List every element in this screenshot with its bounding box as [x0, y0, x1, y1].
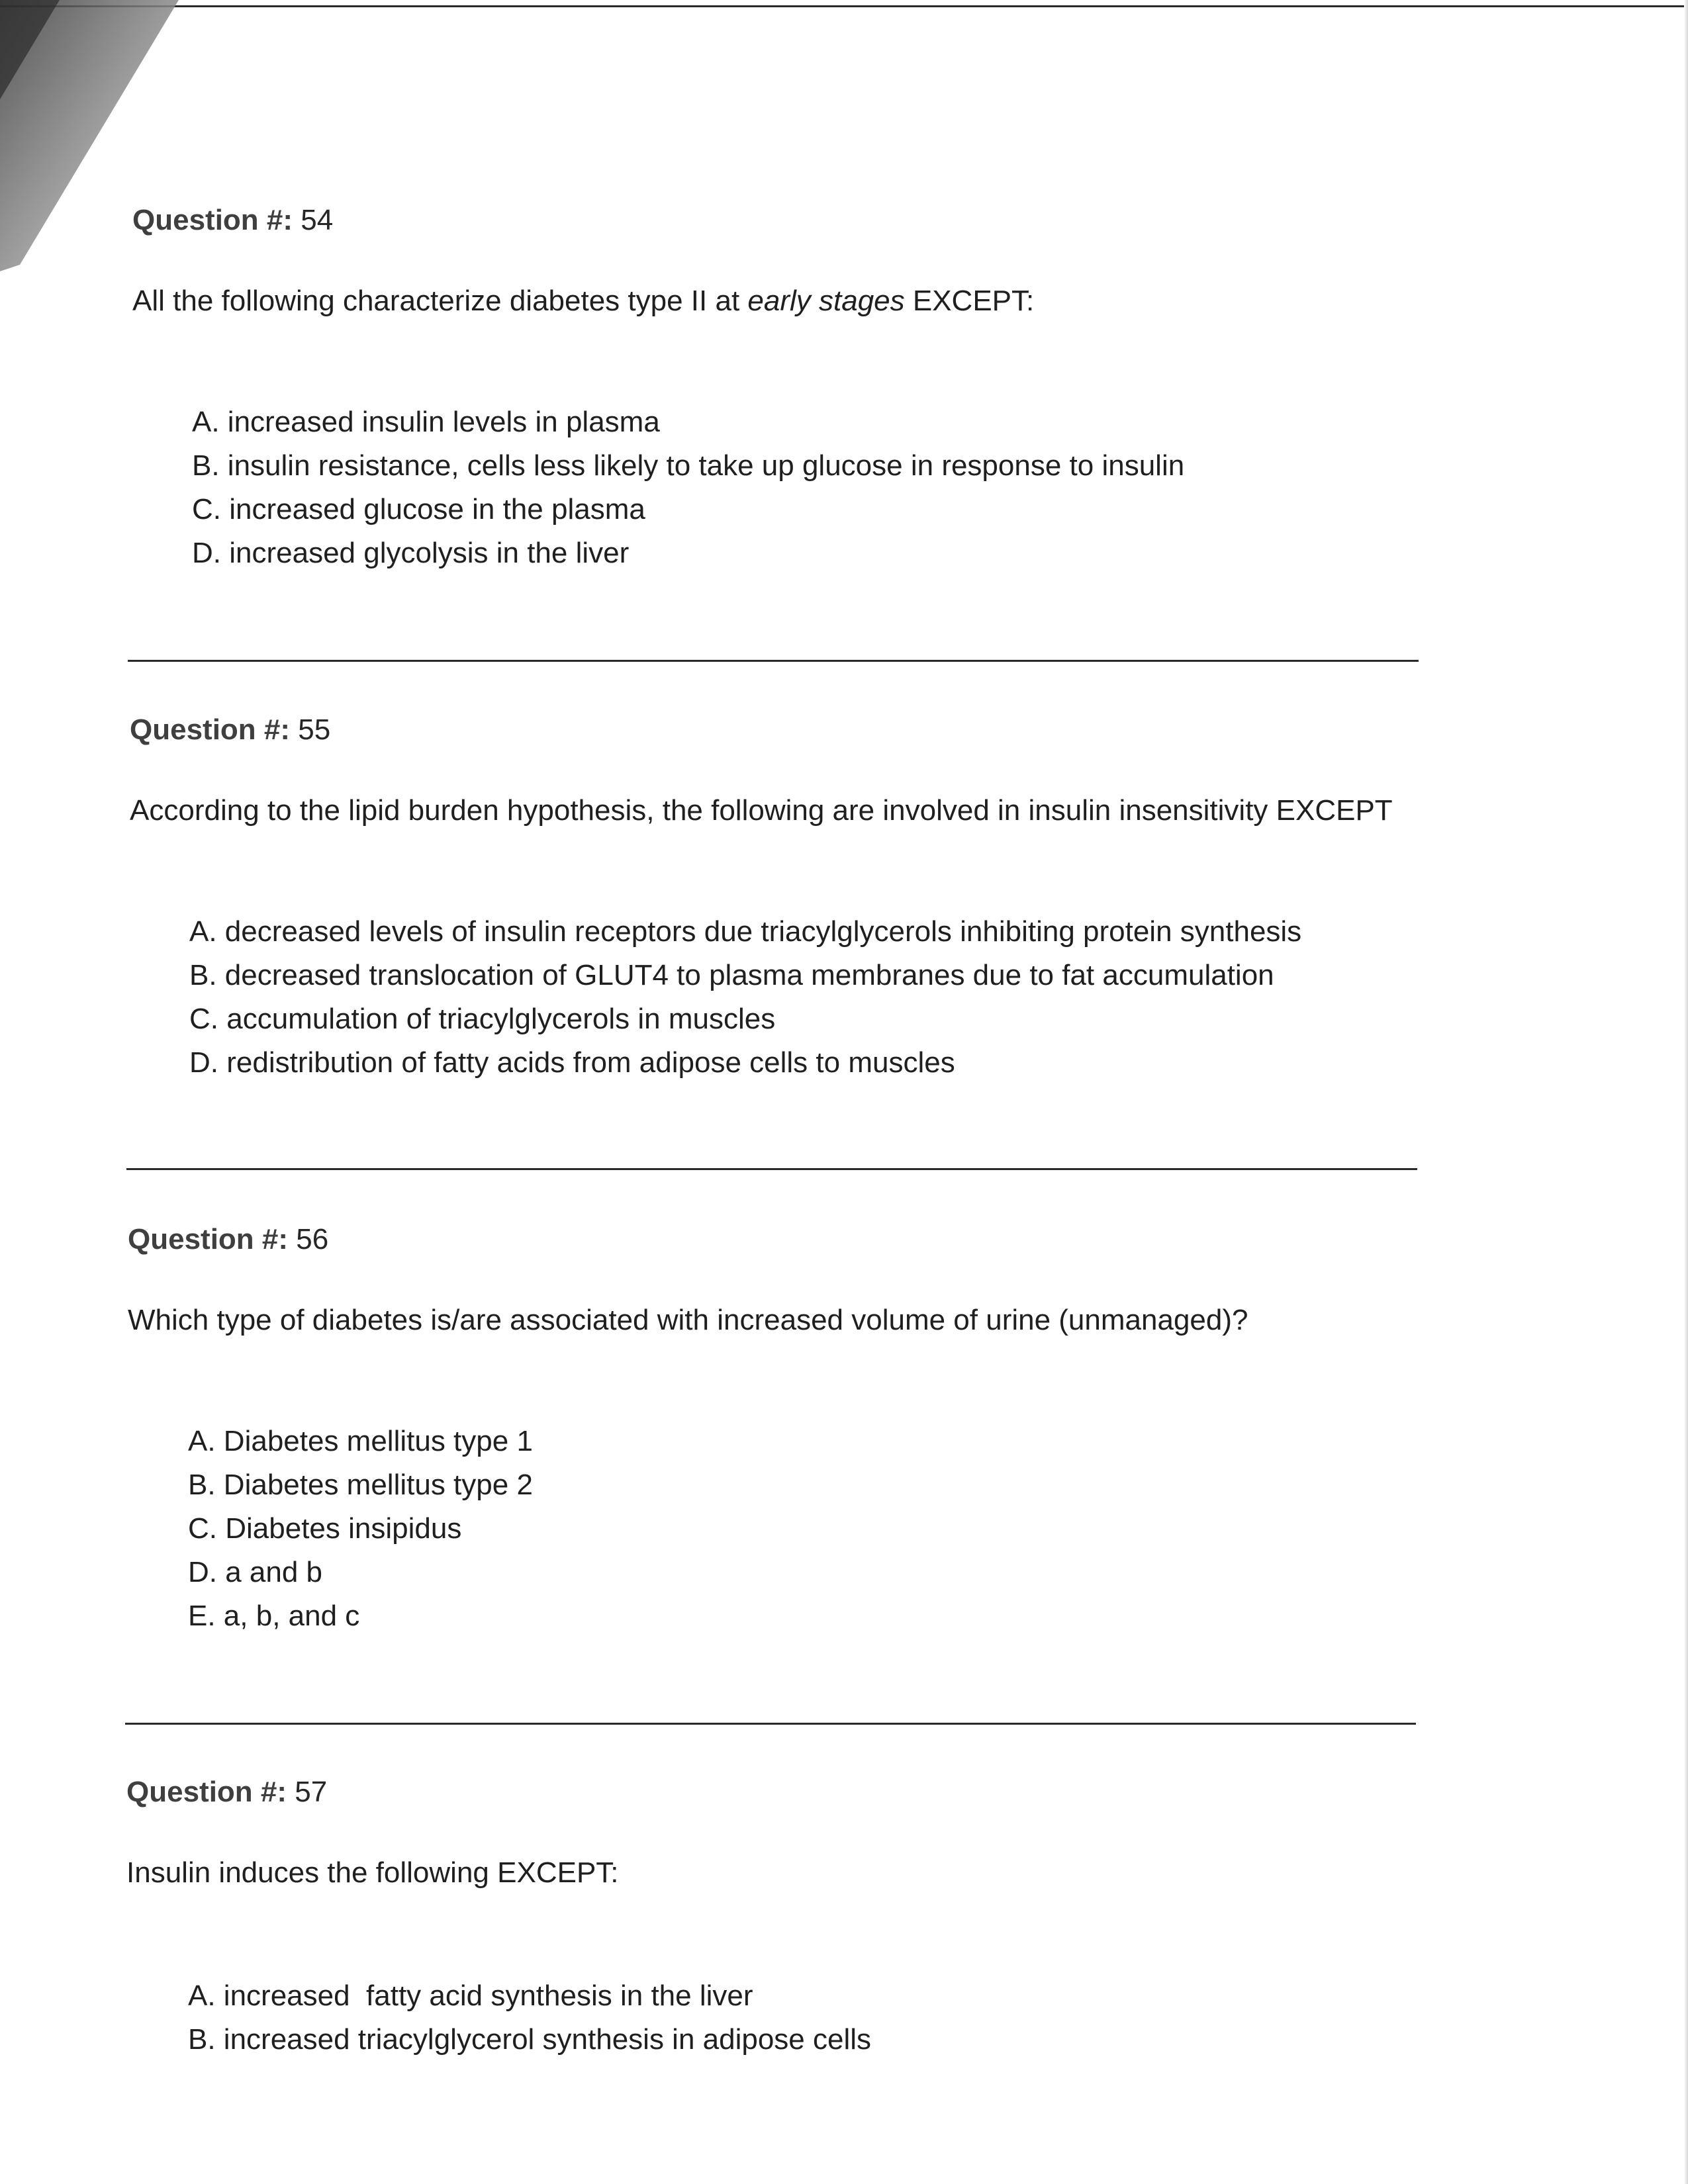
section-divider [128, 660, 1419, 662]
question-number: 54 [301, 204, 334, 236]
answer-options [189, 910, 1301, 1085]
question-heading [128, 1223, 328, 1256]
option-c: C. Diabetes insipidus [188, 1512, 462, 1545]
question-number: 57 [295, 1776, 328, 1808]
question-prompt: According to the lipid burden hypothesis, the following are involved in insulin insensitivity EXCEPT [130, 794, 1393, 827]
option-d: D. increased glycolysis in the liver [192, 537, 630, 569]
option-d: D. a and b [188, 1556, 323, 1588]
scan-top-edge-line [0, 5, 1688, 7]
prompt-text-end: EXCEPT: [904, 285, 1035, 317]
question-label: Question #: [130, 713, 291, 746]
answer-options [188, 1974, 871, 2062]
option-b: B. decreased translocation of GLUT4 to plasma membranes due to fat accumulation [189, 959, 1274, 991]
option-a: A. increased insulin levels in plasma [192, 406, 660, 438]
option-a: A. decreased levels of insulin receptors due triacylglycerols inhibiting protein synthesis [189, 915, 1302, 948]
question-label: Question #: [128, 1223, 289, 1255]
option-b: B. increased triacylglycerol synthesis in adipose cells [188, 2023, 872, 2056]
question-label: Question #: [132, 204, 293, 236]
option-c: C. increased glucose in the plasma [192, 493, 645, 525]
question-heading [126, 1776, 327, 1809]
prompt-emphasis: early stages [747, 285, 905, 317]
option-a: A. Diabetes mellitus type 1 [188, 1425, 533, 1457]
question-number: 56 [296, 1223, 329, 1255]
answer-options [188, 1420, 533, 1638]
question-number: 55 [298, 713, 331, 746]
prompt-text: All the following characterize diabetes type II at [132, 285, 748, 317]
option-e: E. a, b, and c [188, 1600, 360, 1632]
option-b: B. insulin resistance, cells less likely to take up glucose in response to insulin [192, 449, 1185, 482]
option-d: D. redistribution of fatty acids from adipose cells to muscles [189, 1046, 955, 1079]
question-prompt: Insulin induces the following EXCEPT: [126, 1856, 619, 1889]
question-heading [130, 713, 330, 747]
option-c: C. accumulation of triacylglycerols in muscles [189, 1003, 776, 1035]
question-prompt: Which type of diabetes is/are associated with increased volume of urine (unmanaged)? [128, 1304, 1248, 1336]
question-prompt [132, 285, 1034, 318]
question-label: Question #: [126, 1776, 287, 1808]
option-b: B. Diabetes mellitus type 2 [188, 1469, 533, 1501]
option-a: A. increased fatty acid synthesis in the liver [188, 1979, 753, 2012]
section-divider [125, 1723, 1416, 1725]
answer-options [192, 400, 1184, 575]
question-heading [132, 204, 333, 237]
section-divider [126, 1168, 1417, 1170]
scan-right-edge [1684, 0, 1688, 2184]
